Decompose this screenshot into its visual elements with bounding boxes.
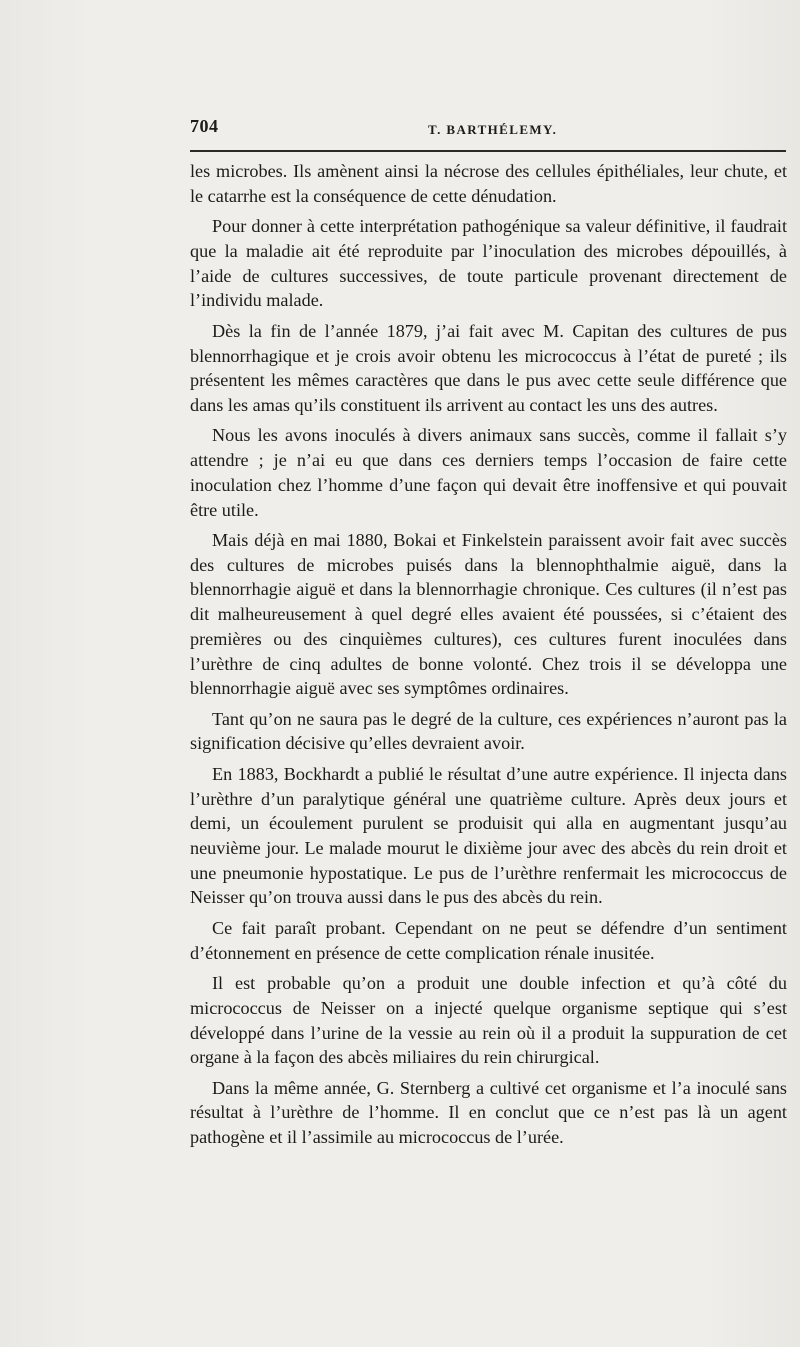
running-head: T. BARTHÉLEMY. [428,122,558,137]
paragraph-3: Dès la fin de l’année 1879, j’ai fait avec M. Capitan des cultures de pus blennorrhagique et je crois avoir obtenu les micrococcus à l’état de pureté ; ils présentent les mêmes caractères que dans le pus avec cette seule différence que dans les amas qu’ils constituent ils arrivent au contact les uns des autres. [190,320,787,415]
paragraph-6: Tant qu’on ne saura pas le degré de la culture, ces expériences n’auront pas la signification décisive qu’elles devraient avoir. [190,708,787,754]
paragraph-10: Dans la même année, G. Sternberg a cultivé cet organisme et l’a inoculé sans résultat à l’urèthre de l’homme. Il en conclut que ce n’est pas là un agent pathogène et il l’assimile au micrococcus de l’urée. [190,1077,787,1148]
page-number: 704 [190,116,219,136]
paragraph-4: Nous les avons inoculés à divers animaux sans succès, comme il fallait s’y attendre ; je n’ai eu que dans ces derniers temps l’occasion de faire cette inoculation chez l’homme d’une façon qui devait être inoffensive et qui pouvait être utile. [190,425,787,520]
paragraph-9: Il est probable qu’on a produit une double infection et qu’à côté du micrococcus de Neisser on a injecté quelque organisme septique qui s’est développé dans l’urine de la vessie au rein où il a produit la suppuration de cet organe à la façon des abcès miliaires du rein chirurgical. [190,973,787,1068]
paragraph-5: Mais déjà en mai 1880, Bokai et Finkelstein paraissent avoir fait avec succès des cultures de microbes puisés dans la blennophthalmie aiguë, dans la blennorrhagie aiguë et dans la blennorrhagie chronique. Ces cultures (il n’est pas dit malheureusement à quel degré elles avaient été poussées, si c’étaient des premières ou des cinquièmes cultures), ces cultures furent inoculées dans l’urèthre de cinq adultes de bonne volonté. Chez trois il se développa une blennorrhagie aiguë avec ses symptômes ordinaires. [190,530,787,699]
paragraph-8: Ce fait paraît probant. Cependant on ne peut se défendre d’un sentiment d’étonnement en présence de cette complication rénale inusitée. [190,917,787,963]
paragraph-7: En 1883, Bockhardt a publié le résultat d’une autre expérience. Il injecta dans l’urèthre d’un paralytique général une quatrième culture. Après deux jours et demi, un écoulement purulent se produisit qui alla en augmentant jusqu’au neuvième jour. Le malade mourut le dixième jour avec des abcès du rein droit et une pneumonie hypostatique. Le pus de l’urèthre renfermait les micrococcus de Neisser qu’on trouva aussi dans le pus des abcès du rein. [190,763,787,908]
header-rule [190,150,786,152]
page-header [190,112,786,142]
body-text [190,159,787,1156]
paragraph-2: Pour donner à cette interprétation pathogénique sa valeur définitive, il faudrait que la maladie ait été reproduite par l’inoculation des microbes dépouillés, à l’aide de cultures successives, de toute particule provenant directement de l’individu malade. [190,216,787,311]
paragraph-1: les microbes. Ils amènent ainsi la nécrose des cellules épithéliales, leur chute, et le catarrhe est la conséquence de cette dénudation. [190,161,787,206]
